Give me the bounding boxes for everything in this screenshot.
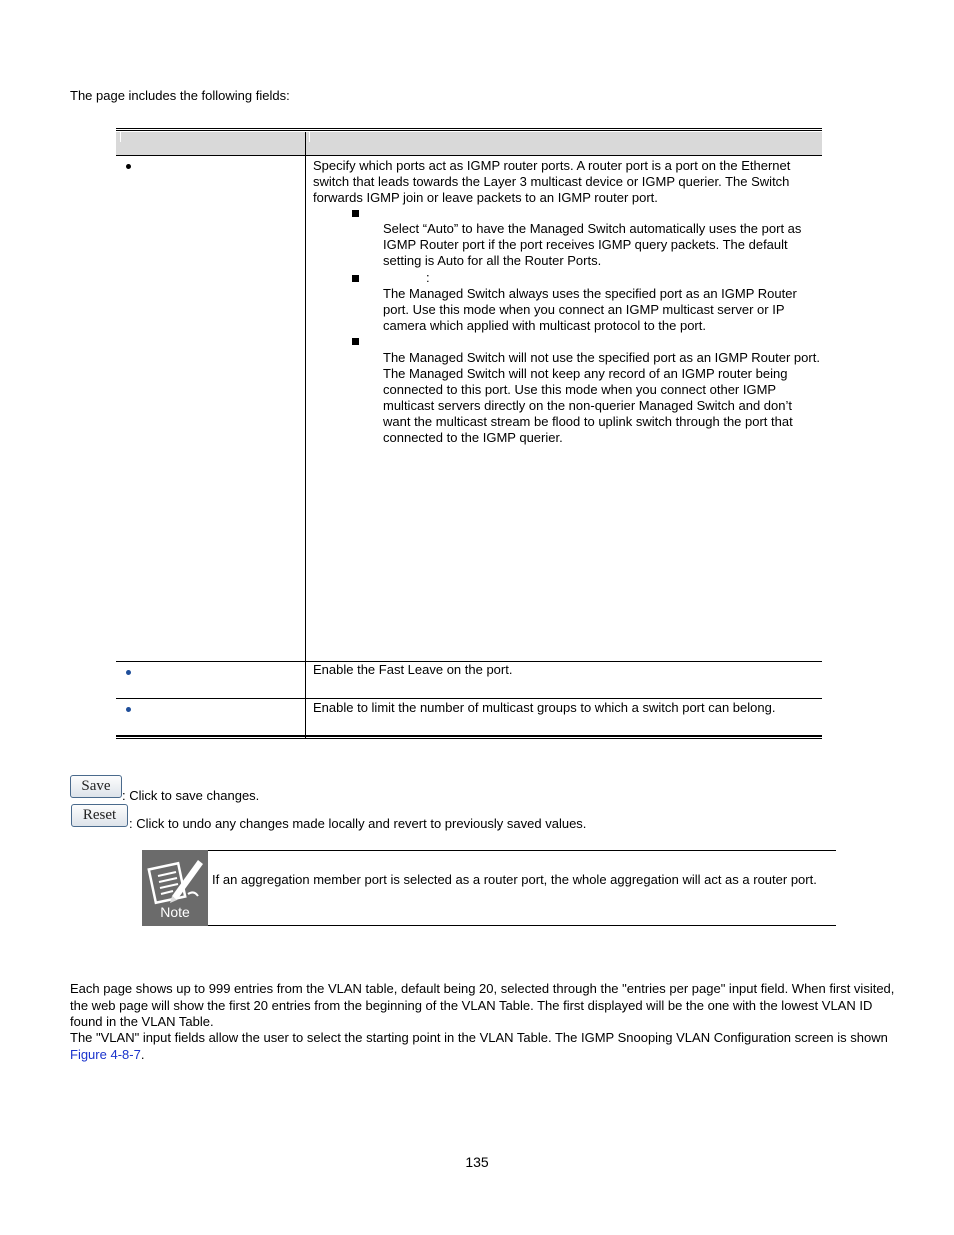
table-header [116, 132, 822, 156]
note-box [142, 850, 836, 926]
option-auto-text: Select “Auto” to have the Managed Switch automatically uses the port as IGMP Router port if the port receives IGMP query packets. The default setting is Auto for all the Router Ports. [383, 221, 802, 268]
reset-button[interactable]: Reset [71, 804, 128, 827]
header-divider [120, 132, 121, 142]
option-fix-text: The Managed Switch always uses the specified port as an IGMP Router port. Use this mode when you connect an IGMP multicast server or IP camera which applied with multicast protocol to the port. [383, 286, 797, 333]
fields-table [116, 128, 822, 740]
column-divider [305, 132, 306, 738]
note-icon [142, 850, 208, 926]
option-none-text: The Managed Switch will not use the specified port as an IGMP Router port. The Managed Switch will not keep any record of an IGMP router being connected to this port. Use this mode when you connect other IGMP multicast servers directly on the non-querier Managed Switch and don’t want the multicast stream be flood to uplink switch through the port that connected to the IGMP querier. [383, 350, 820, 445]
row-bullet [126, 670, 131, 675]
vlan-paragraph-text: The "VLAN" input fields allow the user to select the starting point in the VLAN Table. The IGMP Snooping VLAN Configuration screen is shown [70, 1030, 888, 1045]
intro-text: The page includes the following fields: [70, 88, 290, 103]
option-square-bullet [352, 338, 359, 345]
note-top-rule [208, 850, 836, 851]
table-bottom-rule [116, 735, 822, 739]
throttling-description: Enable to limit the number of multicast groups to which a switch port can belong. [313, 700, 776, 715]
note-bottom-rule [208, 925, 836, 926]
vlan-paragraph [70, 1030, 900, 1063]
option-square-bullet [352, 275, 359, 282]
option-square-bullet [352, 210, 359, 217]
page-number: 135 [465, 1154, 489, 1170]
header-divider [309, 132, 310, 142]
reset-button-description: : Click to undo any changes made locally and revert to previously saved values. [129, 816, 587, 831]
row-bullet [126, 707, 131, 712]
note-icon-label: Note [160, 904, 190, 920]
entries-paragraph: Each page shows up to 999 entries from the VLAN table, default being 20, selected through the "entries per page" input field. When first visited, the web page will show the first 20 entries from the beginning of the VLAN Table. The first displayed will be the one with the lowest VLAN ID found in the VLAN Table. [70, 981, 895, 1029]
save-button[interactable]: Save [70, 775, 122, 798]
row-bullet [126, 164, 131, 169]
vlan-paragraph-end: . [140, 1046, 145, 1062]
save-button-description: : Click to save changes. [122, 788, 260, 803]
table-top-rule [116, 128, 822, 131]
note-text: If an aggregation member port is selected as a router port, the whole aggregation will act as a router port. [212, 872, 817, 887]
router-port-description: Specify which ports act as IGMP router ports. A router port is a port on the Ethernet switch that leads towards the Layer 3 multicast device or IGMP querier. The Switch forwards IGMP join or leave packets to an IGMP router port. [313, 158, 791, 205]
fast-leave-description: Enable the Fast Leave on the port. [313, 662, 513, 677]
row-divider [116, 698, 822, 699]
option-fix-colon: : [426, 270, 430, 285]
figure-link[interactable]: Figure 4-8-7 [70, 1046, 141, 1062]
